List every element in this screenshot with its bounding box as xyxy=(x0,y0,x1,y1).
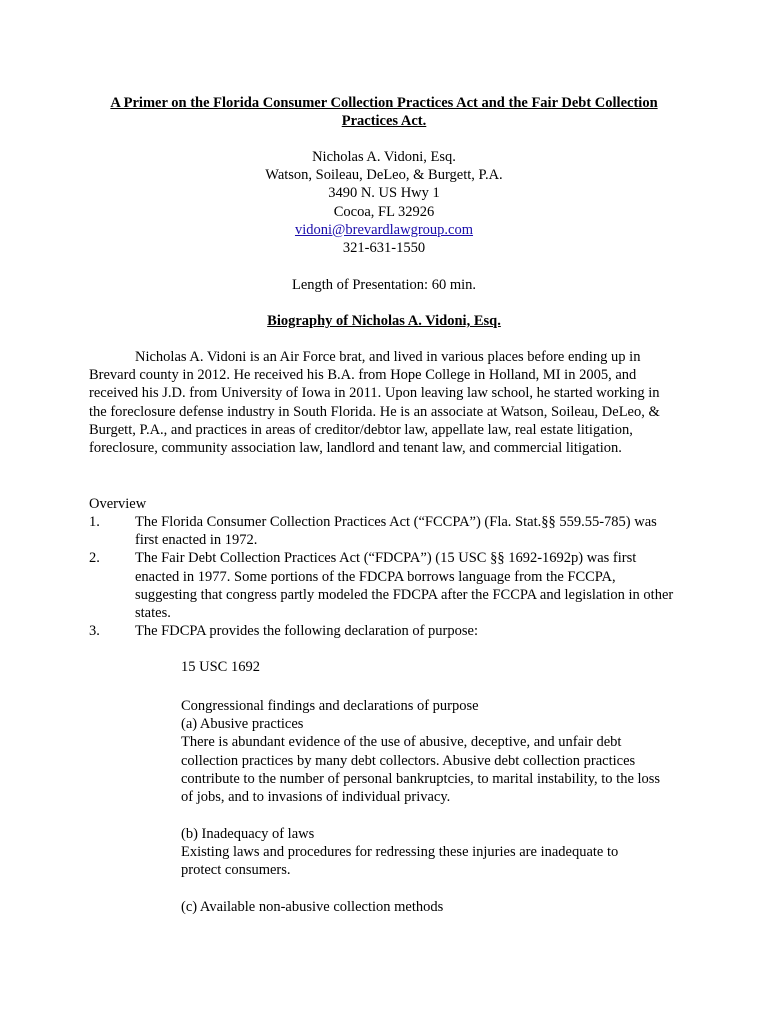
list-item-text: The Fair Debt Collection Practices Act (“FDCPA”) (15 USC §§ 1692-1692p) was first enacted in 1977. Some portions of the FDCPA borrows language from the FCCPA, suggesting that congress partly modeled the FDCPA after the FCCPA and legislation in other states. xyxy=(135,550,674,622)
section-b-text: Existing laws and procedures for redressing these injuries are inadequate to protect consumers. xyxy=(181,844,619,879)
presentation-length: Length of Presentation: 60 min. xyxy=(291,277,477,293)
quote-citation: 15 USC 1692 xyxy=(181,659,260,675)
list-item xyxy=(89,513,679,549)
quote-section-c xyxy=(181,898,661,916)
address-line-2: Cocoa, FL 32926 xyxy=(333,203,435,220)
section-c-heading: (c) Available non-abusive collection methods xyxy=(181,899,444,915)
biography-heading: Biography of Nicholas A. Vidoni, Esq. xyxy=(267,313,501,329)
email-link[interactable]: vidoni@brevardlawgroup.com xyxy=(294,221,474,238)
list-item-number: 2. xyxy=(89,550,100,567)
section-b-heading: (b) Inadequacy of laws xyxy=(181,826,315,842)
document-title: A Primer on the Florida Consumer Collection Practices Act and the Fair Debt Collection Practices Act. xyxy=(110,95,658,130)
author-contact-block xyxy=(88,148,680,257)
quote-section-b xyxy=(181,825,661,880)
section-a-text: There is abundant evidence of the use of abusive, deceptive, and unfair debt collection practices by many debt collectors. Abusive debt collection practices contribute to the number of personal bankruptcies, to marital instability, to the loss of jobs, and to invasions of individual privacy. xyxy=(181,734,661,806)
section-a-heading: (a) Abusive practices xyxy=(181,716,304,733)
author-name: Nicholas A. Vidoni, Esq. xyxy=(312,149,456,165)
firm-name: Watson, Soileau, DeLeo, & Burgett, P.A. xyxy=(265,167,503,184)
overview-heading: Overview xyxy=(89,496,147,512)
biography-paragraph: Nicholas A. Vidoni is an Air Force brat, and lived in various places before ending up in Brevard county in 2012. He received his B.A. from Hope College in Holland, MI in 2005, and received his J.D. from University of Iowa in 2011. Upon leaving law school, he started working in the foreclosure defense industry in South Florida. He is an associate at Watson, Soileau, DeLeo, & Burgett, P.A., and practices in areas of creditor/debtor law, appellate law, real estate litigation, foreclosure, community association law, landlord and tenant law, and commercial litigation. xyxy=(89,349,660,457)
list-item-number: 1. xyxy=(89,514,100,530)
list-item-text: The Florida Consumer Collection Practices Act (“FCCPA”) (Fla. Stat.§§ 559.55-785) was first enacted in 1972. xyxy=(135,514,657,549)
list-item xyxy=(89,549,679,622)
quote-section-a xyxy=(181,697,661,806)
list-item-number: 3. xyxy=(89,623,100,640)
list-item-text: The FDCPA provides the following declaration of purpose: xyxy=(135,623,478,640)
address-line-1: 3490 N. US Hwy 1 xyxy=(328,185,440,202)
quote-heading: Congressional findings and declarations of purpose xyxy=(181,698,479,714)
list-item xyxy=(89,622,679,640)
phone-number: 321-631-1550 xyxy=(342,239,426,256)
overview-list xyxy=(89,513,679,640)
